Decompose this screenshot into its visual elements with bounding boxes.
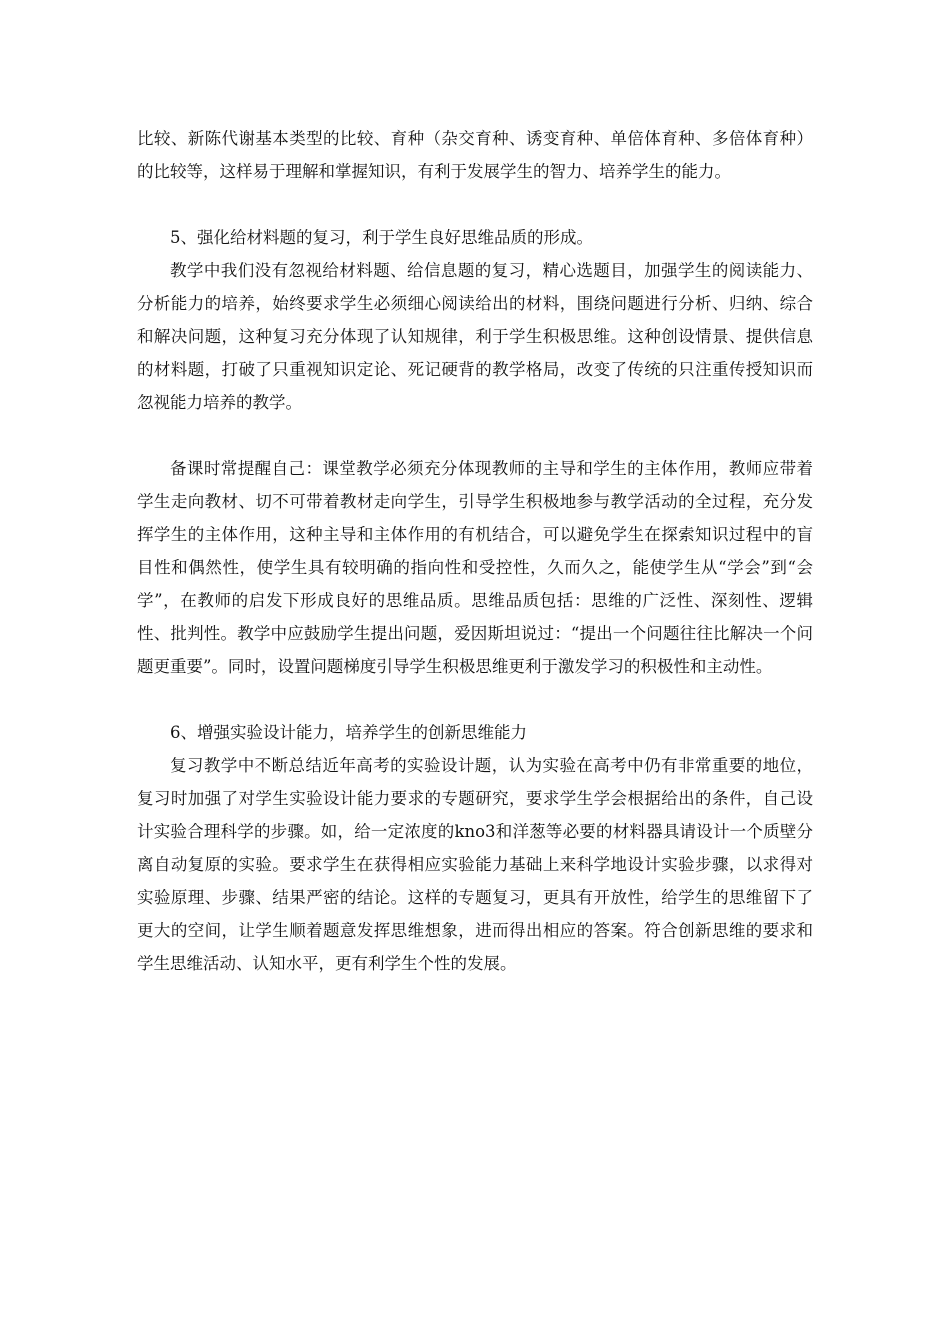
section-heading-5: 5、强化给材料题的复习，利于学生良好思维品质的形成。 — [170, 228, 593, 247]
document-body — [137, 122, 813, 980]
paragraph-material-questions: 教学中我们没有忽视给材料题、给信息题的复习，精心选题目，加强学生的阅读能力、分析能力的培养，始终要求学生必须细心阅读给出的材料，围绕问题进行分析、归纳、综合和解决问题，这种复习充分体现了认知规律，利于学生积极思维。这种创设情景、提供信息的材料题，打破了只重视知识定论、死记硬背的教学格局，改变了传统的只注重传授知识而忽视能力培养的教学。 — [137, 261, 813, 412]
paragraph-lesson-preparation: 备课时常提醒自己：课堂教学必须充分体现教师的主导和学生的主体作用，教师应带着学生走向教材、切不可带着教材走向学生，引导学生积极地参与教学活动的全过程，充分发挥学生的主体作用，这种主导和主体作用的有机结合，可以避免学生在探索知识过程中的盲目性和偶然性，使学生具有较明确的指向性和受控性，久而久之，能使学生从“学会”到“会学”，在教师的启发下形成良好的思维品质。思维品质包括：思维的广泛性、深刻性、逻辑性、批判性。教学中应鼓励学生提出问题，爱因斯坦说过：“提出一个问题往往比解决一个问题更重要”。同时，设置问题梯度引导学生积极思维更利于激发学习的积极性和主动性。 — [137, 459, 813, 676]
paragraph-experiment-design: 复习教学中不断总结近年高考的实验设计题，认为实验在高考中仍有非常重要的地位，复习时加强了对学生实验设计能力要求的专题研究，要求学生学会根据给出的条件，自己设计实验合理科学的步骤。如，给一定浓度的kno3和洋葱等必要的材料器具请设计一个质壁分离自动复原的实验。要求学生在获得相应实验能力基础上来科学地设计实验步骤，以求得对实验原理、步骤、结果严密的结论。这样的专题复习，更具有开放性，给学生的思维留下了更大的空间，让学生顺着题意发挥思维想象，进而得出相应的答案。符合创新思维的要求和学生思维活动、认知水平，更有利学生个性的发展。 — [137, 756, 813, 973]
paragraph-comparison-continuation: 比较、新陈代谢基本类型的比较、育种（杂交育种、诱变育种、单倍体育种、多倍体育种）的比较等，这样易于理解和掌握知识，有利于发展学生的智力、培养学生的能力。 — [137, 129, 813, 181]
section-heading-6: 6、增强实验设计能力，培养学生的创新思维能力 — [170, 723, 527, 742]
